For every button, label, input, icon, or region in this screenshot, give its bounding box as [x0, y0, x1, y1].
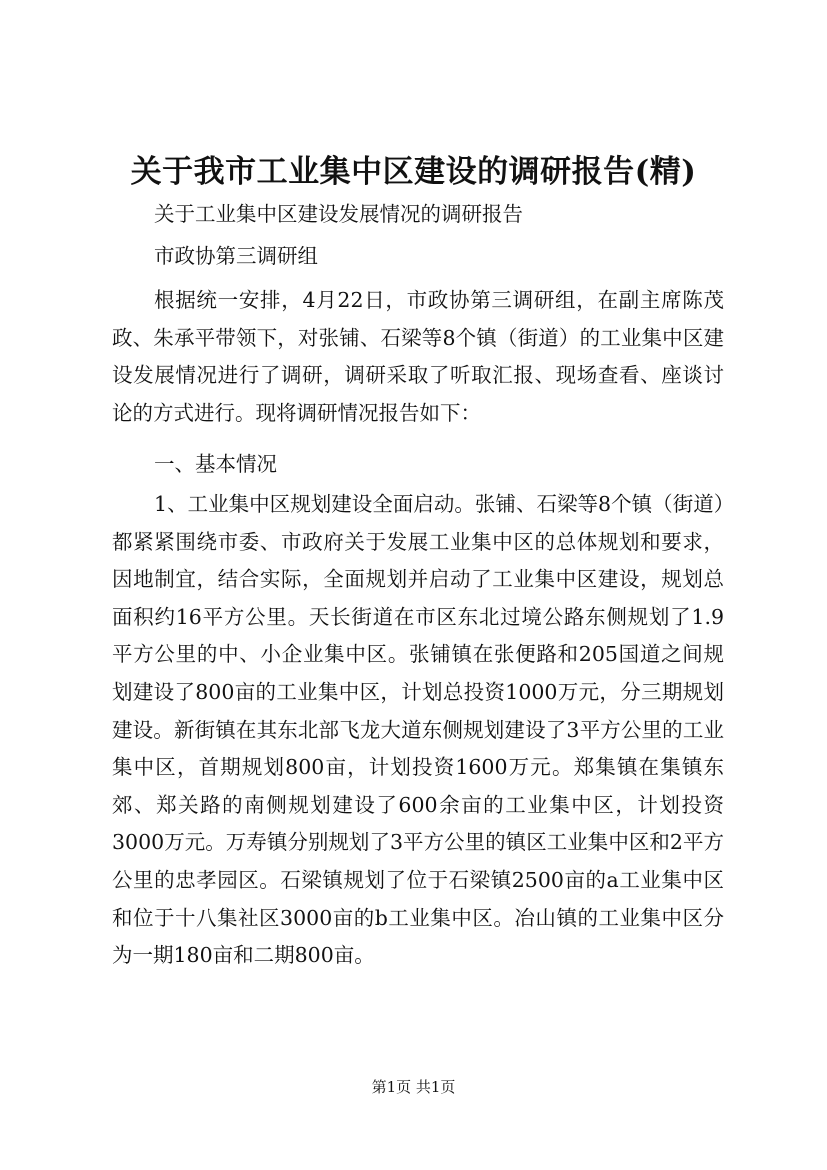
section-heading: 一、基本情况: [154, 452, 277, 476]
document-title: 关于我市工业集中区建设的调研报告(精): [130, 154, 697, 190]
document-subtitle: 关于工业集中区建设发展情况的调研报告: [154, 202, 523, 226]
paragraph-planning: 1、工业集中区规划建设全面启动。张铺、石梁等8个镇（街道）都紧紧围绕市委、市政府关于发展工业集中区的总体规划和要求，因地制宜，结合实际，全面规划并启动了工业集中区建设，规划总面积约16平方公里。天长街道在市区东北过境公路东侧规划了1.9平方公里的中、小企业集中区。张铺镇在张便路和205国道之间规划建设了800亩的工业集中区，计划总投资1000万元，分三期规划建设。新街镇在其东北部飞龙大道东侧规划建设了3平方公里的工业集中区，首期规划800亩，计划投资1600万元。郑集镇在集镇东郊、郑关路的南侧规划建设了600余亩的工业集中区，计划投资3000万元。万寿镇分别规划了3平方公里的镇区工业集中区和2平方公里的忠孝园区。石梁镇规划了位于石梁镇2500亩的a工业集中区和位于十八集社区3000亩的b工业集中区。冶山镇的工业集中区分为一期180亩和二期800亩。: [112, 492, 724, 968]
paragraph-intro: 根据统一安排，4月22日，市政协第三调研组，在副主席陈茂政、朱承平带领下，对张铺、石梁等8个镇（街道）的工业集中区建设发展情况进行了调研，调研采取了听取汇报、现场查看、座谈讨论的方式进行。现将调研情况报告如下：: [112, 288, 724, 425]
document-author: 市政协第三调研组: [154, 244, 318, 268]
page-footer: 第1页 共1页: [371, 1078, 456, 1096]
